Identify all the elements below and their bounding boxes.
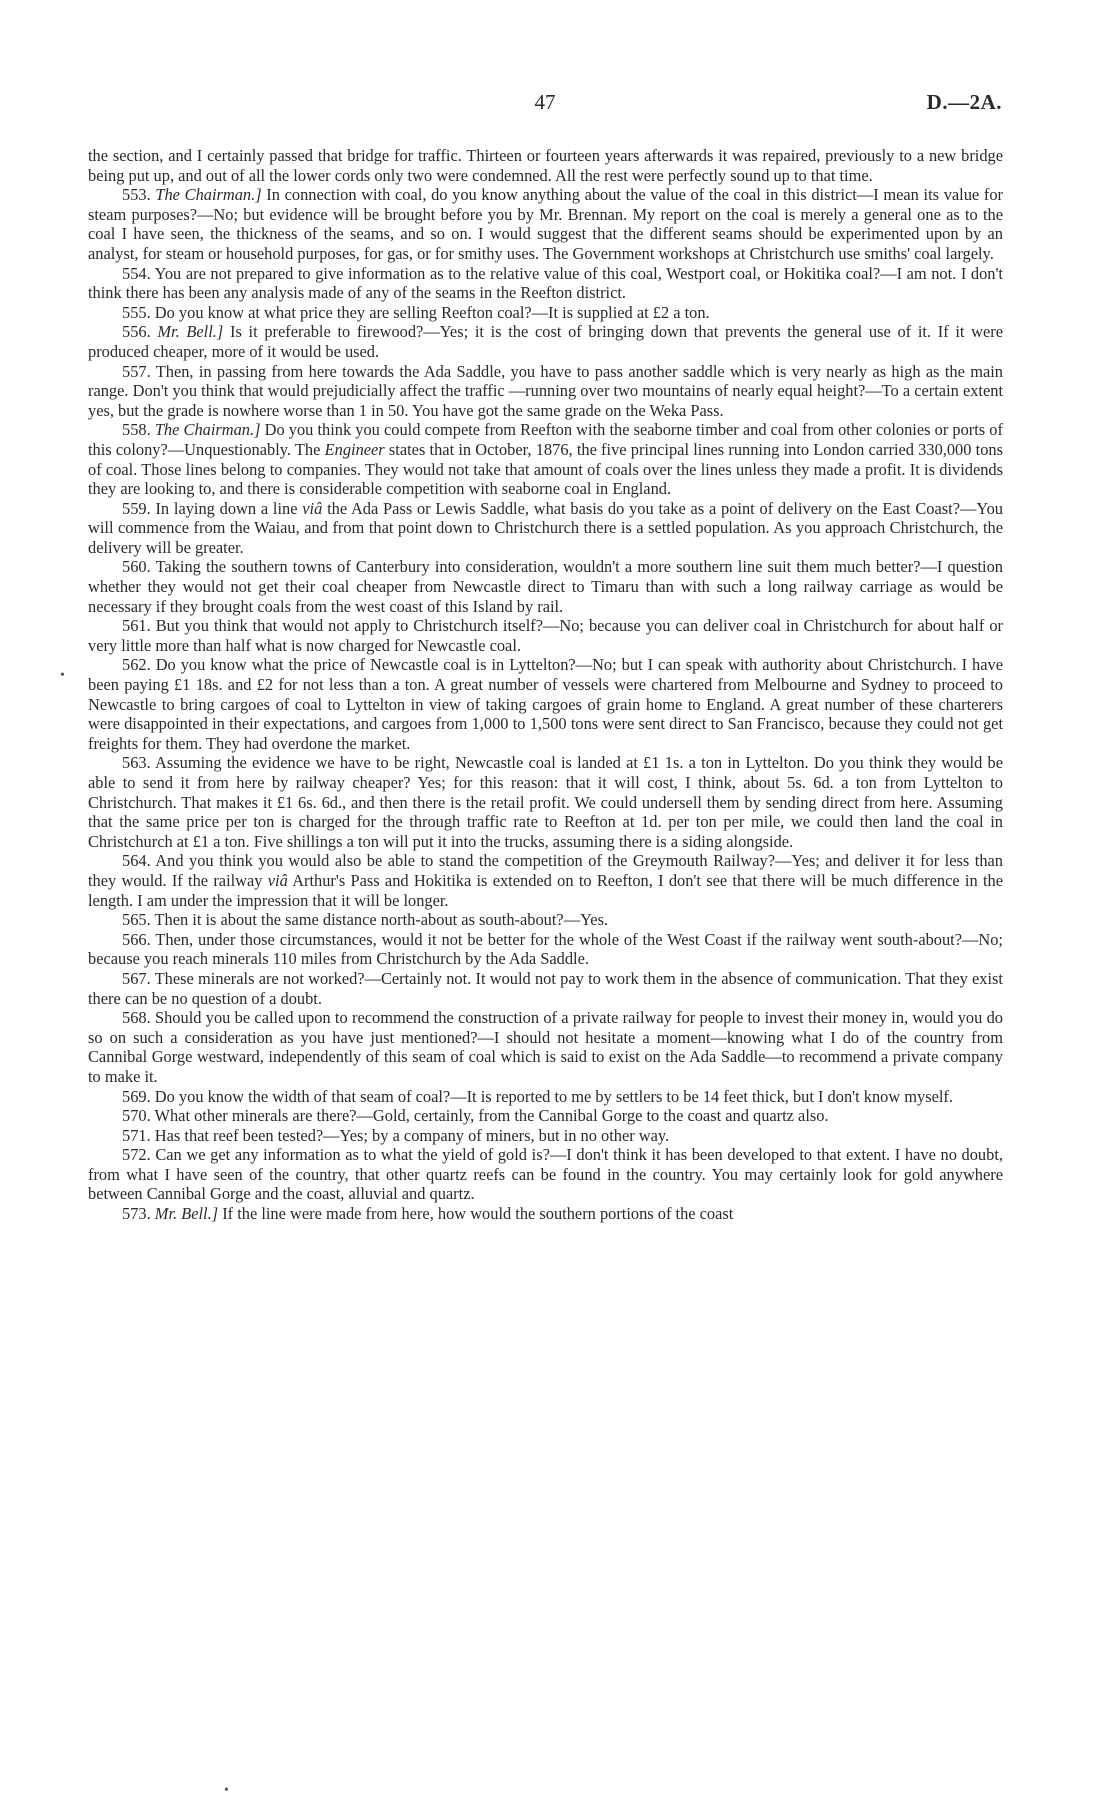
question-561: 561. But you think that would not apply to Christchurch itself?—No; because you can deliver coal in Christchurch for about half or very little more than half what is now charged for Newcastle coal. (88, 616, 1003, 655)
question-569: 569. Do you know the width of that seam of coal?—It is reported to me by settlers to be 14 feet thick, but I don't know myself. (122, 1086, 953, 1106)
question-563: 563. Assuming the evidence we have to be right, Newcastle coal is landed at £1 1s. a ton in Lyttelton. Do you think they would be able to send it from here by railway cheaper? Yes; for this reason: that it will cost, I think, about 5s. 6d. a ton from Lyttelton to Christchurch. That makes it £1 6s. 6d., and then there is the retail profit. We could undersell them by sending direct from here. Assuming that the same price per ton is charged for the through traffic rate to Reefton at 1d. per ton per mile, we could then land the coal in Christchurch at £1 a ton. Five shillings a ton will put it into the trucks, assuming there is a siding alongside. (88, 753, 1004, 851)
page-number: 47 (534, 90, 556, 114)
margin-mark: • (60, 668, 65, 683)
question-572: 572. Can we get any information as to what the yield of gold is?—I don't think it has been developed to that extent. I have no doubt, from what I have seen of the country, that other quartz reefs can be found in the country. You may certainly look for gold anywhere between Cannibal Gorge and the coast, alluvial and quartz. (88, 1145, 1003, 1204)
question-562: 562. Do you know what the price of Newcastle coal is in Lyttelton?—No; but I can speak with authority about Christchurch. I have been paying £1 18s. and £2 for not less than a ton. A great number of vessels were chartered from Melbourne and Sydney to proceed to Newcastle to bring cargoes of coal to Lyttelton in view of taking cargoes of grain home to England. A great number of these charterers were disappointed in their expectations, and cargoes from 1,000 to 1,500 tons were sent direct to San Francisco, because they could not get freights for them. They had overdone the market. (88, 655, 1003, 753)
question-571: 571. Has that reef been tested?—Yes; by a company of miners, but in no other way. (122, 1125, 670, 1145)
question-573: 573. Mr. Bell.] If the line were made from here, how would the southern portions of the coast (122, 1204, 734, 1224)
question-556: 556. Mr. Bell.] Is it preferable to firewood?—Yes; it is the cost of bringing down that prevents the general use of it. If it were produced cheaper, more of it would be used. (88, 322, 1003, 361)
testimony-body (88, 146, 1003, 1224)
question-570: 570. What other minerals are there?—Gold, certainly, from the Cannibal Gorge to the coast and quartz also. (122, 1106, 829, 1126)
continuation-paragraph: the section, and I certainly passed that bridge for traffic. Thirteen or fourteen years afterwards it was repaired, previously to a new bridge being put up, and out of all the lower cords only two were condemned. All the rest were perfectly sound up to that time. (88, 146, 1003, 185)
footer-mark: • (224, 1783, 229, 1798)
question-558: 558. The Chairman.] Do you think you could compete from Reefton with the seaborne timber and coal from other colonies or ports of this colony?—Unquestionably. The Engineer states that in October, 1876, the five principal lines running into London carried 330,000 tons of coal. Those lines belong to companies. They would not take that amount of coals over the lines unless they made a profit. It is dividends they are looking to, and there is considerable competition with seaborne coal in England. (88, 420, 1003, 499)
question-559: 559. In laying down a line viâ the Ada Pass or Lewis Saddle, what basis do you take as a point of delivery on the East Coast?—You will commence from the Waiau, and from that point down to Christchurch there is a settled population. As you approach Christchurch, the delivery will be greater. (88, 498, 1003, 557)
question-565: 565. Then it is about the same distance north-about as south-about?—Yes. (122, 910, 609, 930)
question-554: 554. You are not prepared to give information as to the relative value of this coal, Westport coal, or Hokitika coal?—I am not. I don't think there has been any analysis made of any of the seams in the Reefton district. (88, 263, 1003, 303)
question-564: 564. And you think you would also be able to stand the competition of the Greymouth Railway?—Yes; and deliver it for less than they would. If the railway viâ Arthur's Pass and Hokitika is extended on to Reefton, I don't see that there will be much difference in the length. I am under the impression that it will be longer. (88, 851, 1003, 910)
question-555: 555. Do you know at what price they are selling Reefton coal?—It is supplied at £2 a ton. (122, 302, 710, 322)
question-567: 567. These minerals are not worked?—Certainly not. It would not pay to work them in the absence of communication. That they exist there can be no question of a doubt. (88, 968, 1003, 1008)
question-566: 566. Then, under those circumstances, would it not be better for the whole of the West Coast if the railway went south-about?—No; because you reach minerals 110 miles from Christchurch by the Ada Saddle. (88, 929, 1003, 969)
question-557: 557. Then, in passing from here towards the Ada Saddle, you have to pass another saddle which is very nearly as high as the main range. Don't you think that would prejudicially affect the traffic —running over two mountains of nearly equal height?—To a certain extent yes, but the grade is nowhere worse than 1 in 50. You have got the same grade on the Weka Pass. (88, 361, 1003, 420)
question-553: 553. The Chairman.] In connection with coal, do you know anything about the value of the coal in this district—I mean its value for steam purposes?—No; but evidence will be brought before you by Mr. Brennan. My report on the coal is merely a general one as to the coal I have seen, the thickness of the seams, and so on. I would suggest that the different seams should be experimented upon by an analyst, for steam or household purposes, for gas, or for smithy uses. The Government workshops at Christchurch use smiths' coal largely. (88, 185, 1003, 263)
question-568: 568. Should you be called upon to recommend the construction of a private railway for people to invest their money in, would you do so on such a consideration as you have just mentioned?—I should not hesitate a moment—knowing what I do of the country from Cannibal Gorge westward, independently of this seam of coal which is said to exist on the Ada Saddle—to recommend a private company to make it. (88, 1008, 1003, 1086)
page-header (88, 90, 1002, 120)
question-560: 560. Taking the southern towns of Canterbury into consideration, wouldn't a more southern line suit them much better?—I question whether they would not get their coal cheaper from Newcastle direct to Timaru than with such a long railway carriage as would be necessary if they brought coals from the west coast of this Island by rail. (88, 557, 1003, 616)
document-reference: D.—2A. (926, 90, 1002, 114)
